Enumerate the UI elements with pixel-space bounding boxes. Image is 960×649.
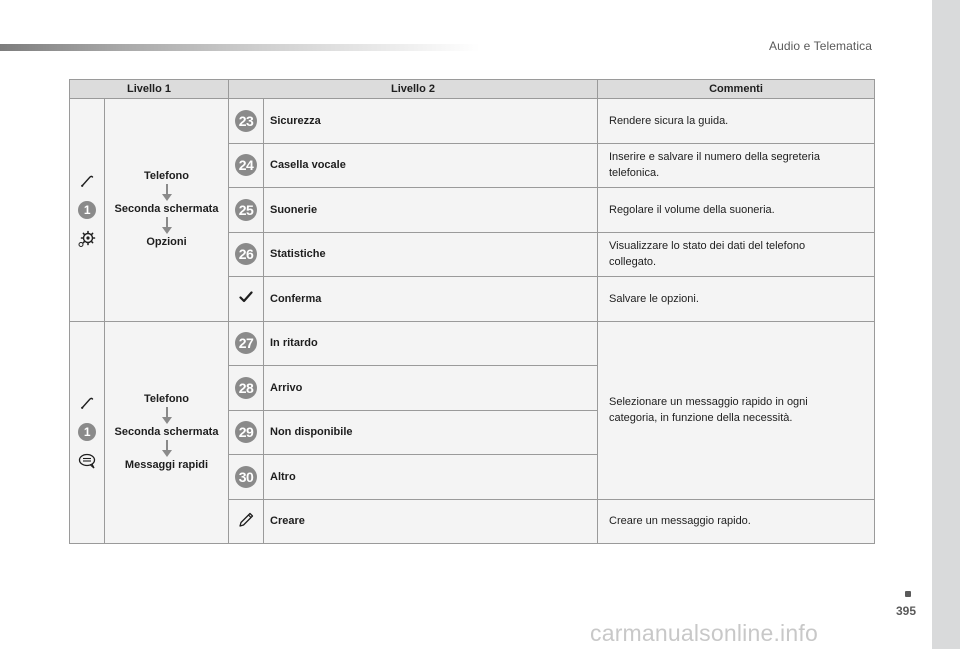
col-header-level2: Livello 2	[229, 80, 598, 99]
path-step: Seconda schermata	[114, 425, 219, 438]
page-number: 395	[896, 604, 917, 618]
settings-gear-icon	[77, 229, 97, 249]
watermark: carmanualsonline.info	[590, 620, 818, 646]
row-number	[229, 366, 264, 411]
side-strip	[932, 0, 960, 649]
row-label: Suonerie	[264, 188, 598, 233]
row-label: Casella vocale	[264, 143, 598, 188]
step-badge: 1	[78, 423, 96, 441]
row-label: Statistiche	[264, 232, 598, 277]
path-step: Messaggi rapidi	[124, 458, 209, 471]
phone-icon	[77, 171, 97, 191]
group2-icons	[70, 321, 105, 544]
number-badge: 28	[235, 377, 257, 399]
row-comment: Creare un messaggio rapido.	[598, 499, 875, 544]
row-label: Arrivo	[264, 366, 598, 411]
row-number	[229, 99, 264, 144]
number-badge: 30	[235, 466, 257, 488]
number-badge: 23	[235, 110, 257, 132]
number-badge: 26	[235, 243, 257, 265]
col-header-level1: Livello 1	[70, 80, 229, 99]
row-number	[229, 455, 264, 500]
group1-icons	[70, 99, 105, 322]
shared-comment: Selezionare un messaggio rapido in ogni categoria, in funzione della necessità.	[598, 321, 875, 499]
pencil-icon	[238, 519, 254, 531]
page-marker	[905, 591, 911, 597]
row-comment: Rendere sicura la guida.	[598, 99, 875, 144]
row-icon	[229, 277, 264, 322]
checkmark-icon	[239, 294, 253, 306]
row-label: Altro	[264, 455, 598, 500]
row-comment: Regolare il volume della suoneria.	[598, 188, 875, 233]
row-number	[229, 143, 264, 188]
table-row	[70, 321, 875, 366]
group2-path	[105, 321, 229, 544]
arrow-down-icon	[161, 183, 173, 203]
row-label: Non disponibile	[264, 410, 598, 455]
col-header-comments: Commenti	[598, 80, 875, 99]
arrow-down-icon	[161, 216, 173, 236]
path-step: Telefono	[143, 170, 189, 183]
row-label: Sicurezza	[264, 99, 598, 144]
top-gradient-bar	[0, 44, 480, 51]
group1-path	[105, 99, 229, 322]
row-comment: Salvare le opzioni.	[598, 277, 875, 322]
row-number	[229, 232, 264, 277]
path-step: Telefono	[143, 392, 189, 405]
row-icon	[229, 499, 264, 544]
row-comment: Visualizzare lo stato dei dati del telefono collegato.	[598, 232, 875, 277]
row-comment: Inserire e salvare il numero della segreteria telefonica.	[598, 143, 875, 188]
number-badge: 24	[235, 154, 257, 176]
number-badge: 29	[235, 421, 257, 443]
table-header-row	[70, 80, 875, 99]
path-step: Seconda schermata	[114, 203, 219, 216]
row-number	[229, 410, 264, 455]
arrow-down-icon	[161, 439, 173, 459]
number-badge: 27	[235, 332, 257, 354]
arrow-down-icon	[161, 406, 173, 426]
message-bubble-icon	[77, 451, 97, 471]
step-badge: 1	[78, 201, 96, 219]
header-title: Audio e Telematica	[769, 39, 872, 53]
row-label: Conferma	[264, 277, 598, 322]
settings-table	[69, 79, 875, 544]
row-number	[229, 321, 264, 366]
row-label: Creare	[264, 499, 598, 544]
row-label: In ritardo	[264, 321, 598, 366]
table-row	[70, 99, 875, 144]
row-number	[229, 188, 264, 233]
number-badge: 25	[235, 199, 257, 221]
path-step: Opzioni	[146, 236, 187, 249]
phone-icon	[77, 393, 97, 413]
